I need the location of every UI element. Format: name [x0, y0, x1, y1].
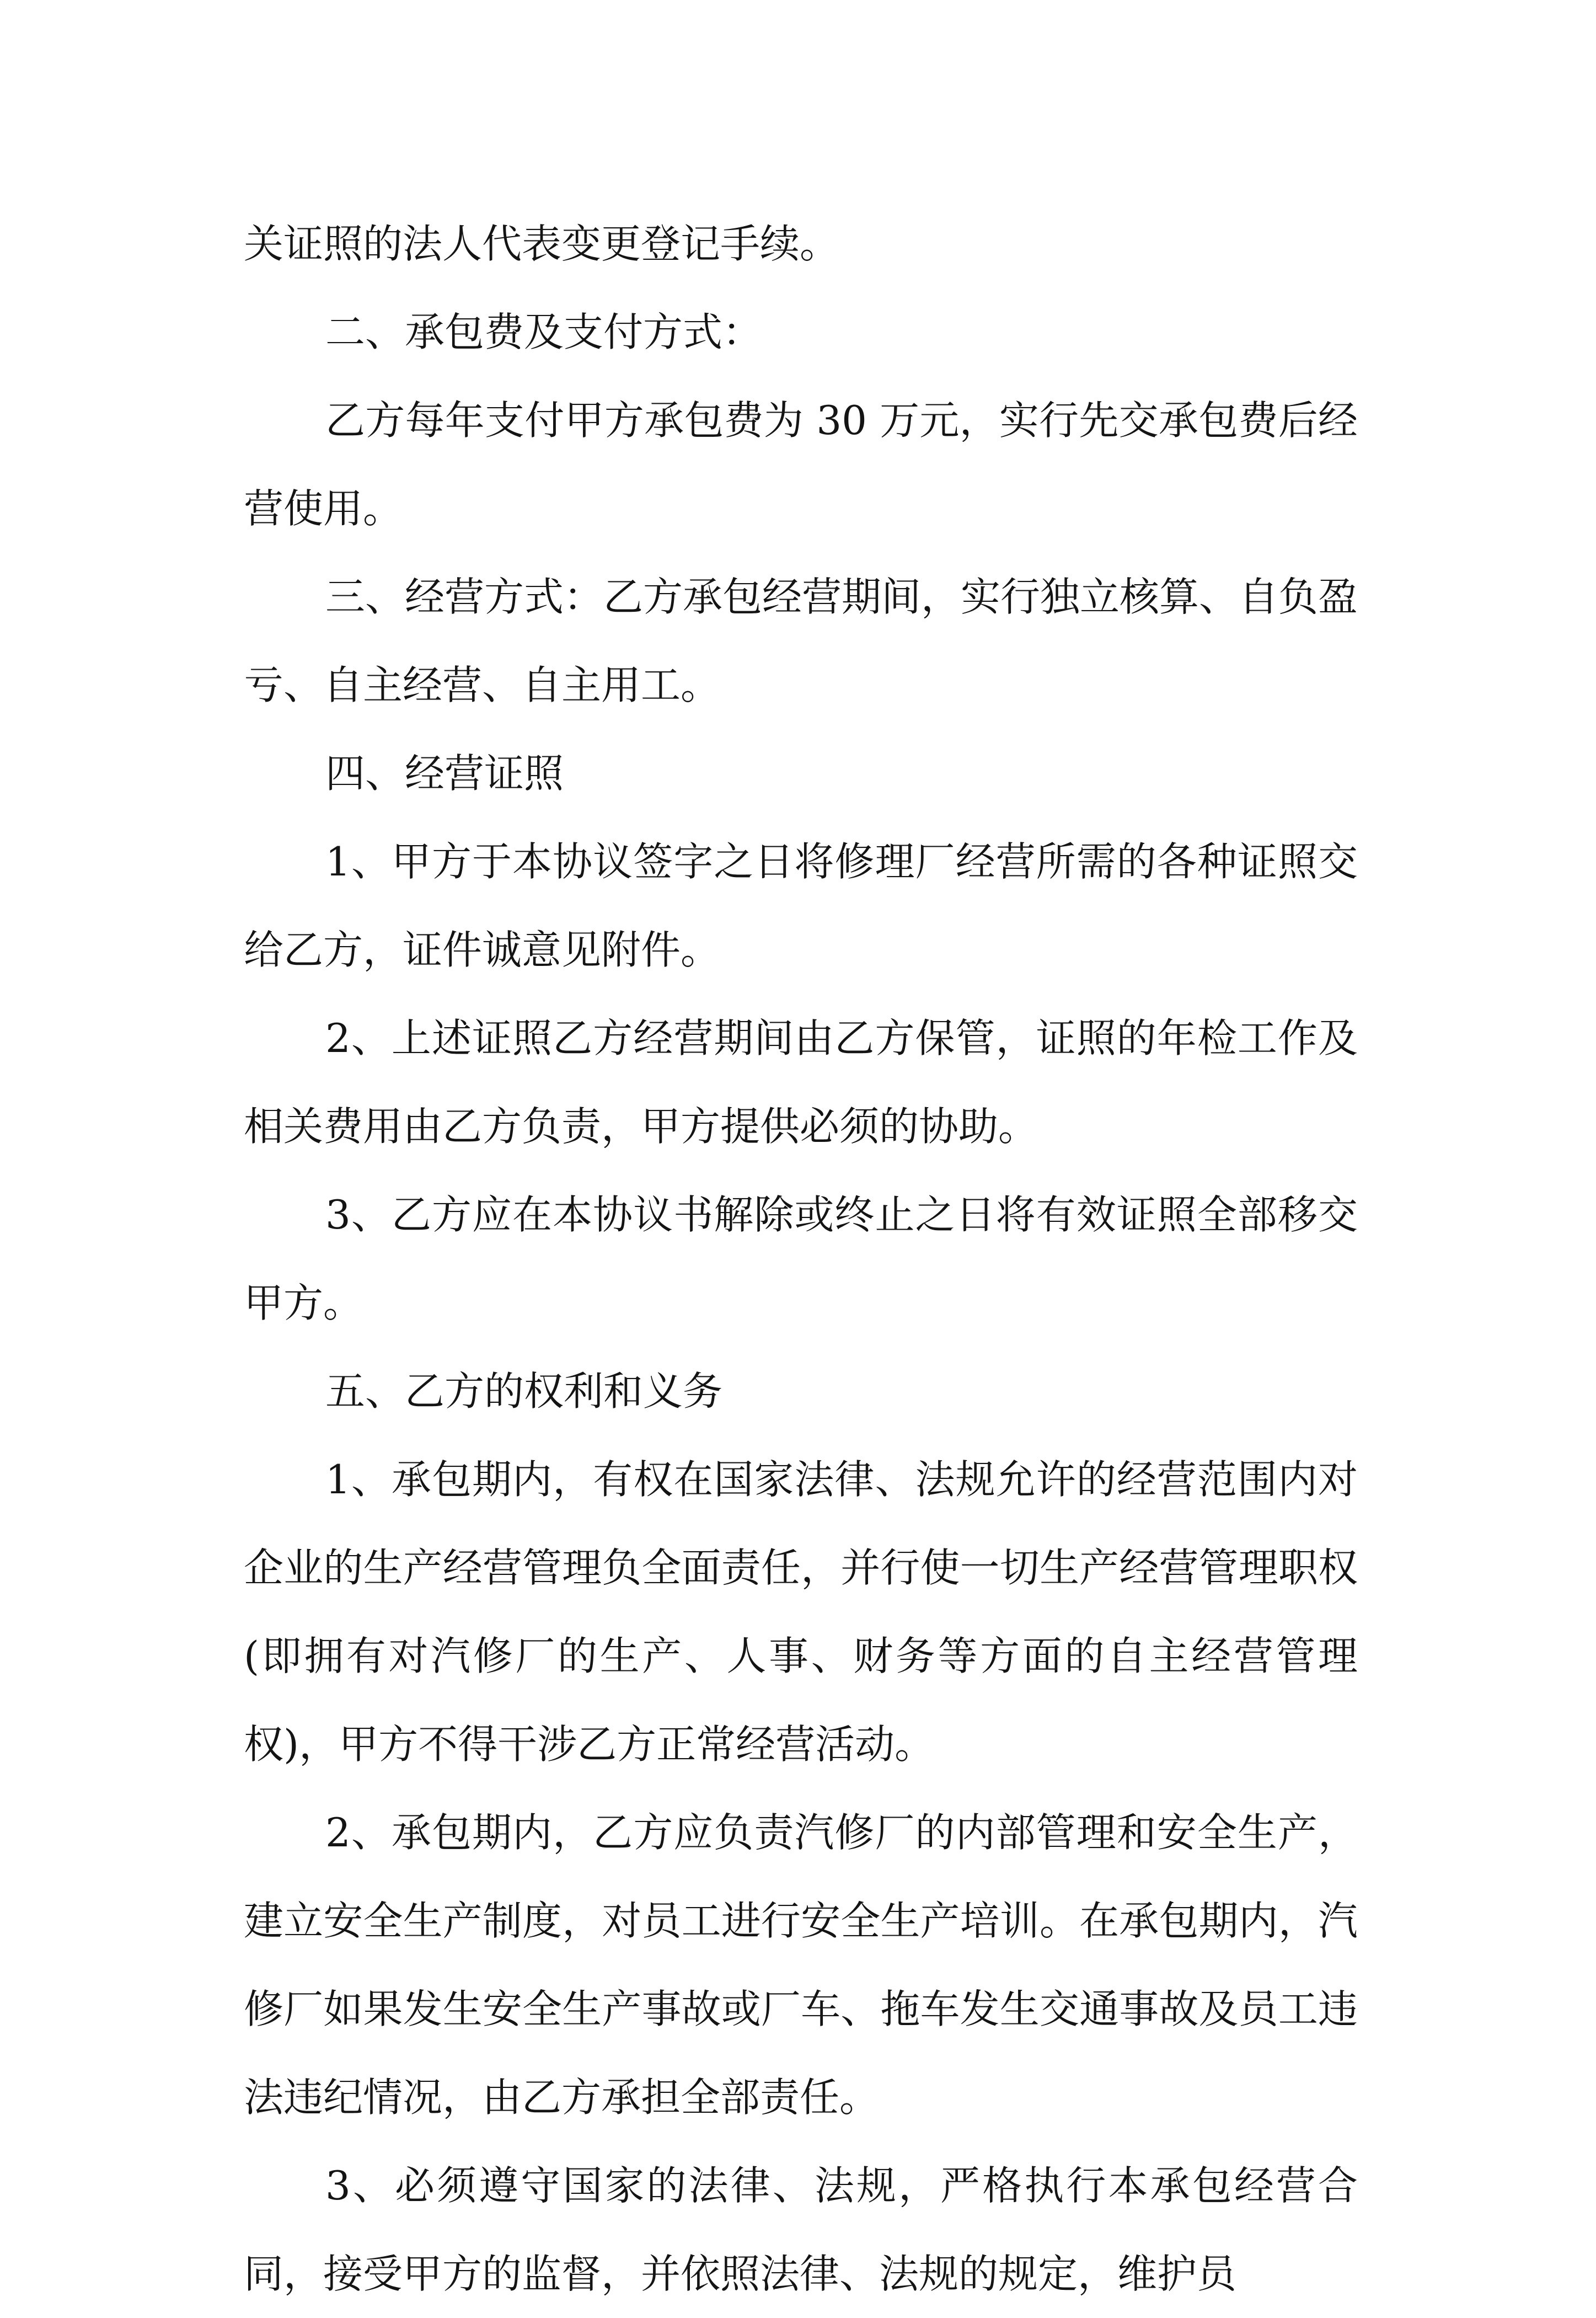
heading-fee-payment: 二、承包费及支付方式：: [325, 309, 763, 355]
paragraph-operation-mode: 三、经营方式：乙方承包经营期间，实行独立核算、自负盈亏、自主经营、自主用工。: [244, 574, 1358, 708]
paragraph-license-item-3: 3、乙方应在本协议书解除或终止之日将有效证照全部移交甲方。: [244, 1192, 1358, 1326]
document-body: [244, 200, 1358, 2318]
paragraph-annual-fee: 乙方每年支付甲方承包费为 30 万元，实行先交承包费后经营使用。: [244, 397, 1358, 532]
heading-business-license: 四、经营证照: [325, 750, 564, 797]
paragraph-license-item-2: 2、上述证照乙方经营期间由乙方保管，证照的年检工作及相关费用由乙方负责，甲方提供必须的协助。: [244, 1015, 1358, 1150]
paragraph-license-change: 关证照的法人代表变更登记手续。: [244, 221, 840, 267]
paragraph-rights-item-2: 2、承包期内，乙方应负责汽修厂的内部管理和安全生产，建立安全生产制度，对员工进行安全生产培训。在承包期内，汽修厂如果发生安全生产事故或厂车、拖车发生交通事故及员工违法违纪情况，由乙方承担全部责任。: [244, 1809, 1358, 2121]
paragraph-license-item-1: 1、甲方于本协议签字之日将修理厂经营所需的各种证照交给乙方，证件诚意见附件。: [244, 838, 1358, 973]
paragraph-rights-item-1: 1、承包期内，有权在国家法律、法规允许的经营范围内对企业的生产经营管理负全面责任，并行使一切生产经营管理职权(即拥有对汽修厂的生产、人事、财务等方面的自主经营管理权)，甲方不得干涉乙方正常经营活动。: [244, 1456, 1358, 1767]
heading-party-b-rights: 五、乙方的权利和义务: [325, 1368, 723, 1414]
paragraph-rights-item-3: 3、必须遵守国家的法律、法规，严格执行本承包经营合同，接受甲方的监督，并依照法律、法规的规定，维护员: [244, 2162, 1358, 2297]
